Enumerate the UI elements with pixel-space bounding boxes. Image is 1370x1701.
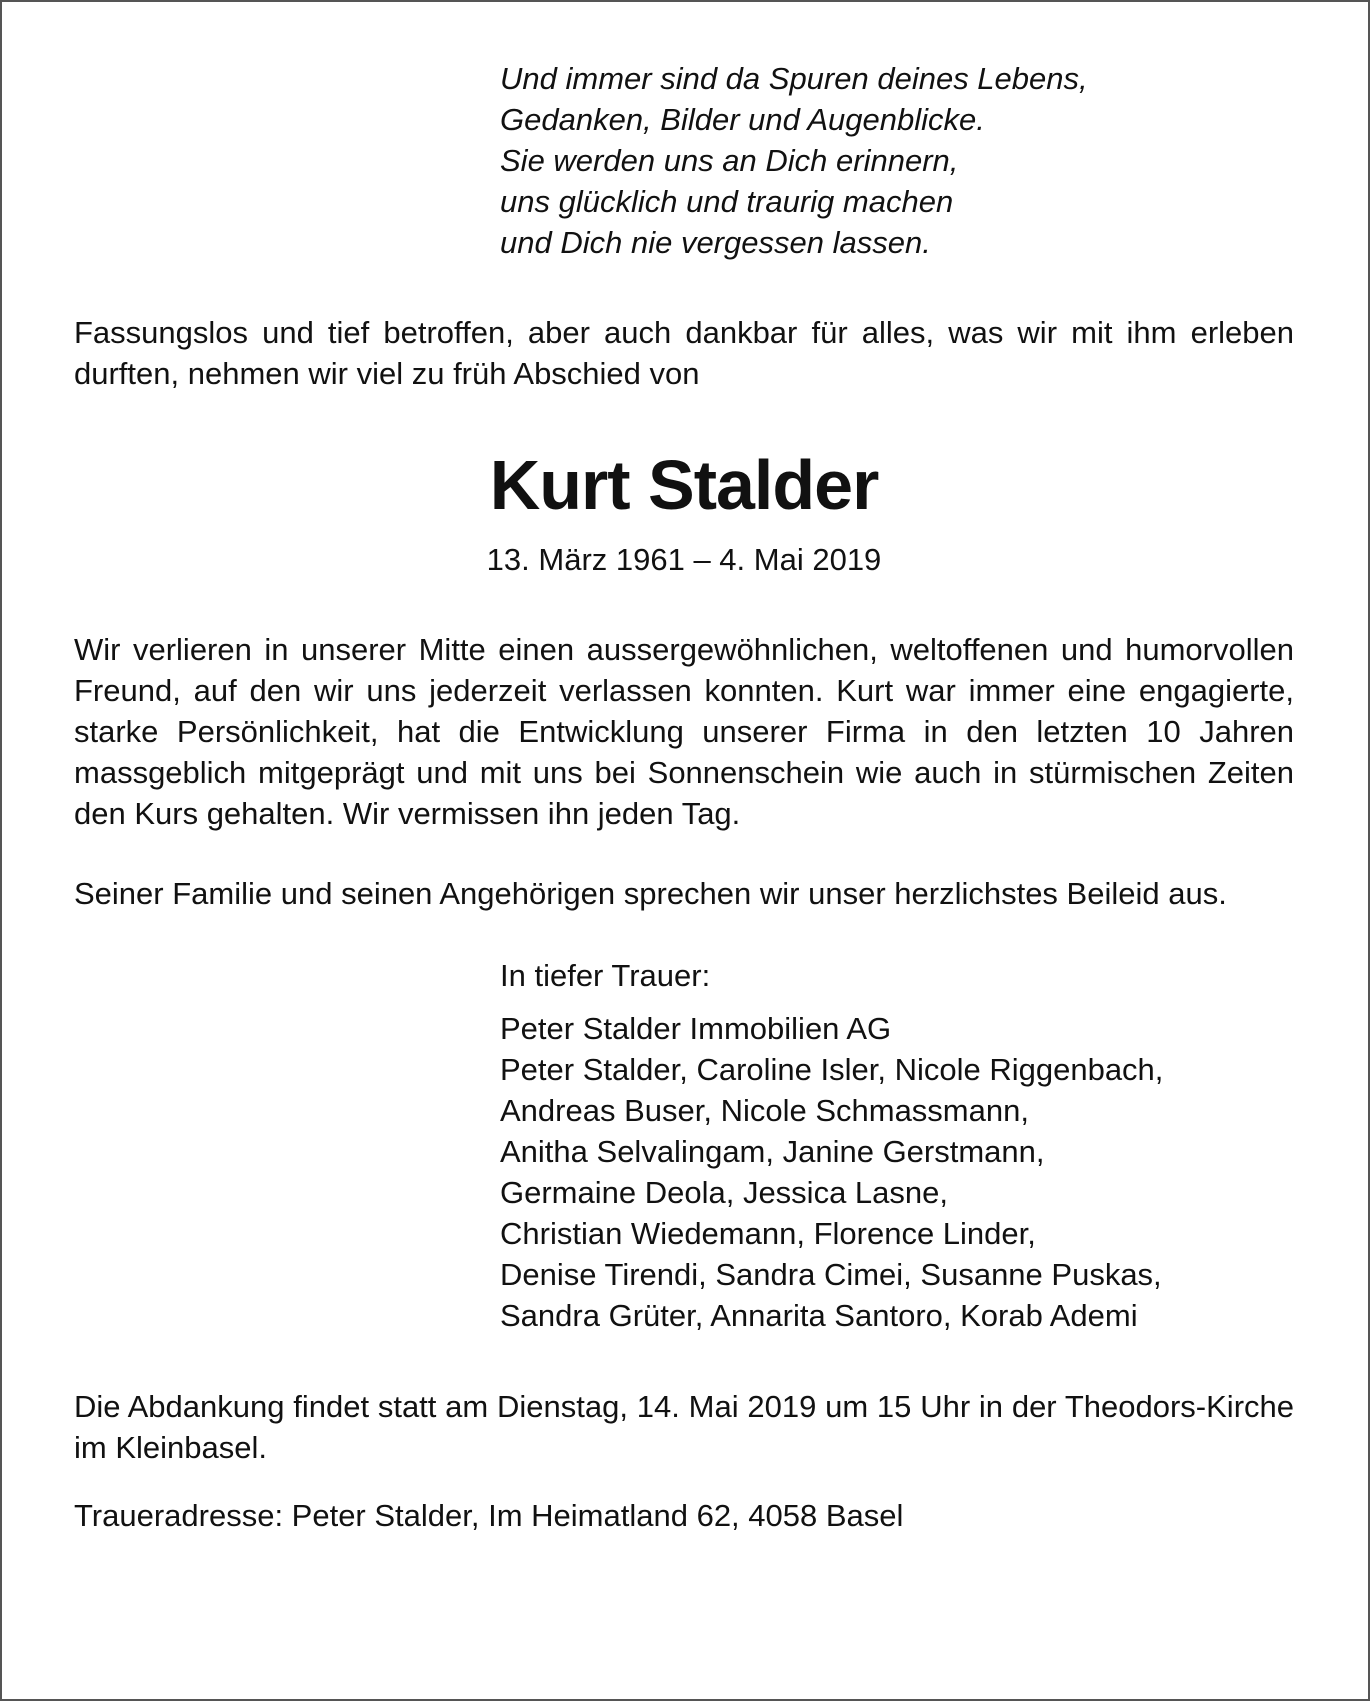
tribute-paragraph: Wir verlieren in unserer Mitte einen aussergewöhnlichen, weltoffenen und humorvollen Freund, auf den wir uns jederzeit verlassen konnten. Kurt war immer eine engagierte, starke Persönlichkeit, hat die Entwicklung unserer Firma in den letzten 10 Jahren massgeblich mitgeprägt und mit uns bei Sonnenschein wie auch in stürmischen Zeiten den Kurs gehalten. Wir vermissen ihn jeden Tag. xyxy=(74,632,1294,831)
poem-line: uns glücklich und traurig machen xyxy=(500,184,954,219)
life-dates: 13. März 1961 – 4. Mai 2019 xyxy=(486,542,882,577)
poem-line: Sie werden uns an Dich erinnern, xyxy=(500,143,959,178)
intro-paragraph: Fassungslos und tief betroffen, aber auch dankbar für alles, was wir mit ihm erleben durften, nehmen wir viel zu früh Abschied von xyxy=(74,315,1294,391)
mourning-address: Traueradresse: Peter Stalder, Im Heimatland 62, 4058 Basel xyxy=(74,1498,904,1533)
poem-line: und Dich nie vergessen lassen. xyxy=(500,225,931,260)
mourners-block xyxy=(500,955,1294,1336)
mourner-line: Germaine Deola, Jessica Lasne, xyxy=(500,1175,949,1210)
poem-line: Und immer sind da Spuren deines Lebens, xyxy=(500,61,1088,96)
mourner-line: Peter Stalder Immobilien AG xyxy=(500,1011,892,1046)
mourner-line: Andreas Buser, Nicole Schmassmann, xyxy=(500,1093,1029,1128)
mourner-line: Sandra Grüter, Annarita Santoro, Korab Ademi xyxy=(500,1298,1138,1333)
service-paragraph: Die Abdankung findet statt am Dienstag, 14. Mai 2019 um 15 Uhr in der Theodors-Kirche im Kleinbasel. xyxy=(74,1389,1294,1465)
mourner-line: Denise Tirendi, Sandra Cimei, Susanne Puskas, xyxy=(500,1257,1162,1292)
poem-line: Gedanken, Bilder und Augenblicke. xyxy=(500,102,985,137)
obituary-notice xyxy=(74,58,1294,1536)
condolence-paragraph: Seiner Familie und seinen Angehörigen sprechen wir unser herzlichstes Beileid aus. xyxy=(74,876,1227,911)
memorial-poem xyxy=(500,58,1294,263)
mourners-heading: In tiefer Trauer: xyxy=(500,958,711,993)
mourner-line: Peter Stalder, Caroline Isler, Nicole Riggenbach, xyxy=(500,1052,1164,1087)
mourner-line: Anitha Selvalingam, Janine Gerstmann, xyxy=(500,1134,1045,1169)
deceased-name: Kurt Stalder xyxy=(489,446,879,524)
mourner-line: Christian Wiedemann, Florence Linder, xyxy=(500,1216,1036,1251)
